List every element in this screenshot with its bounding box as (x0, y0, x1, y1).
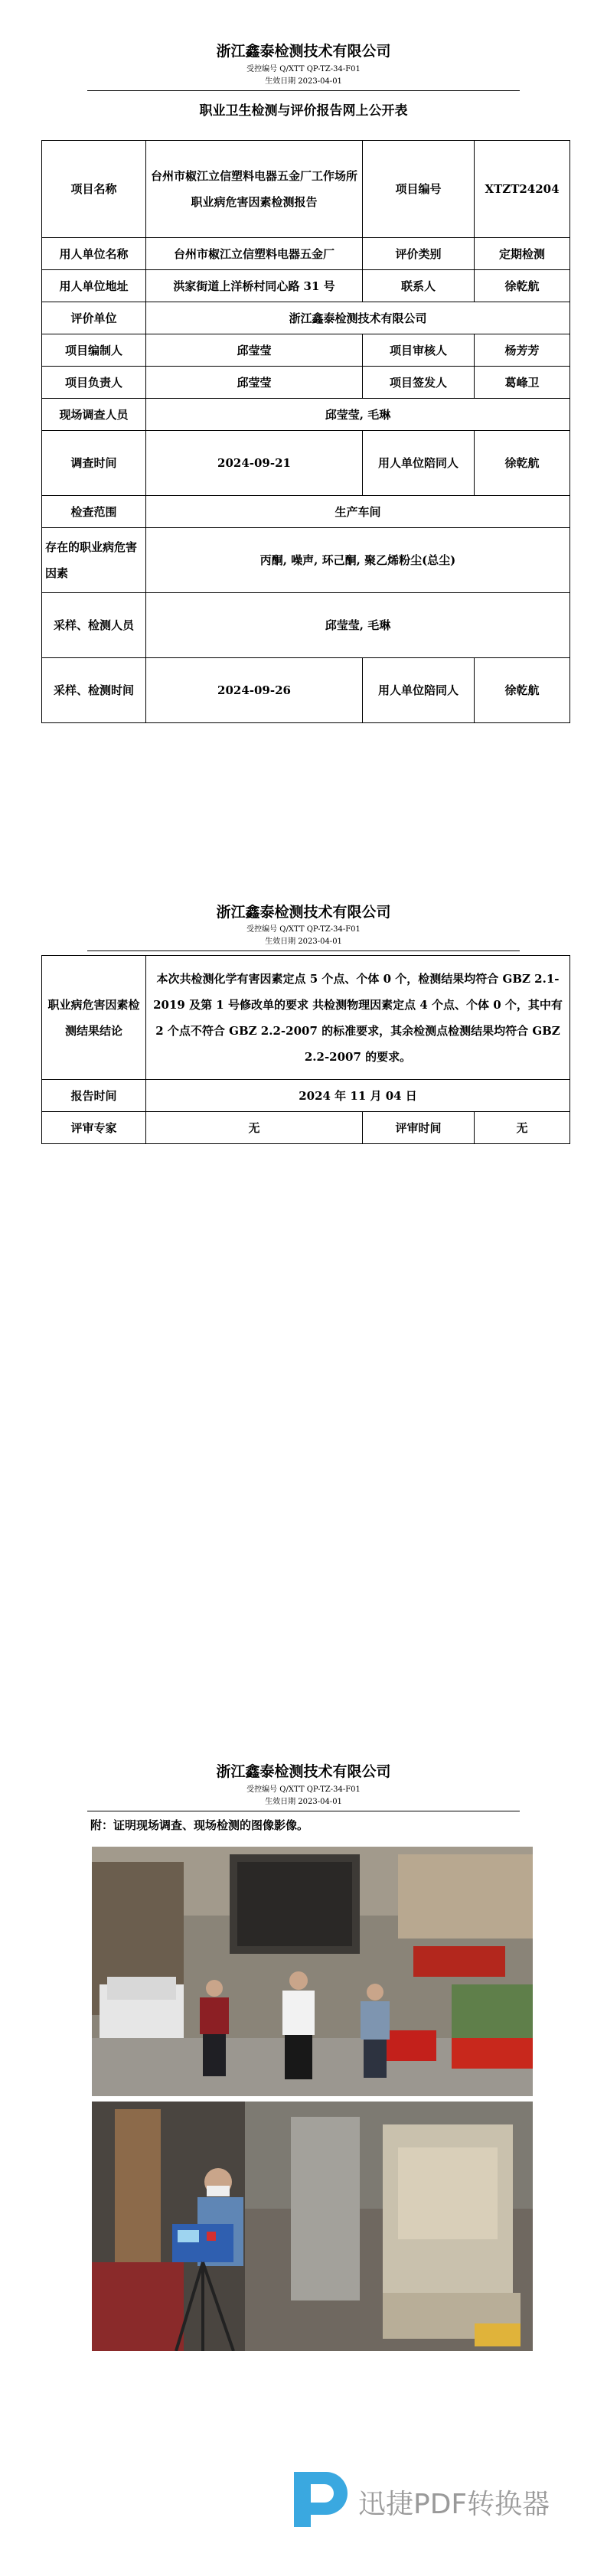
issuer-label: 项目签发人 (363, 367, 475, 399)
converter-watermark (289, 2466, 565, 2532)
scope-value: 生产车间 (146, 496, 570, 528)
accompany2-value: 徐乾航 (475, 658, 570, 723)
sample-time-label: 采样、检测时间 (42, 658, 146, 723)
sampler-label: 采样、检测人员 (42, 593, 146, 658)
sample-time-value: 2024-09-26 (146, 658, 363, 723)
accompany-value: 徐乾航 (475, 431, 570, 496)
surveyor-value: 邱莹莹, 毛琳 (146, 399, 570, 431)
attachment-note: 附：证明现场调查、现场检测的图像影像。 (90, 1818, 309, 1832)
contact-value: 徐乾航 (475, 270, 570, 302)
conclusion-table (41, 955, 570, 1144)
info-table (41, 140, 570, 723)
effective-date: 生效日期 2023-04-01 (265, 937, 342, 946)
report-time-value: 2024 年 11 月 04 日 (146, 1080, 570, 1112)
sampler-value: 邱莹莹, 毛琳 (146, 593, 570, 658)
control-number: 受控编号 Q/XTT QP-TZ-34-F01 (246, 1785, 361, 1794)
company-name: 浙江鑫泰检测技术有限公司 (216, 43, 391, 60)
accompany-label: 用人单位陪同人 (363, 431, 475, 496)
eval-type-label: 评价类别 (363, 238, 475, 270)
control-number: 受控编号 Q/XTT QP-TZ-34-F01 (246, 65, 361, 73)
eval-type-value: 定期检测 (475, 238, 570, 270)
conclusion-value: 本次共检测化学有害因素定点 5 个点、个体 0 个，检测结果均符合 GBZ 2.1-2019 及第 1 号修改单的要求 共检测物理因素定点 4 个点、个体 0 个，其中有 2 个点不符合 GBZ 2.2-2007 的标准要求，其余检测点检测结果均符合 GBZ 2.2-2007 的要求。 (146, 956, 570, 1080)
page-title: 职业卫生检测与评价报告网上公开表 (199, 103, 408, 119)
survey-time-label: 调查时间 (42, 431, 146, 496)
effective-date: 生效日期 2023-04-01 (265, 77, 342, 86)
site-survey-photo (92, 1847, 533, 2096)
project-name-label: 项目名称 (42, 141, 146, 238)
compiler-label: 项目编制人 (42, 334, 146, 367)
reviewer-label: 项目审核人 (363, 334, 475, 367)
project-name-value: 台州市椒江立信塑料电器五金厂工作场所职业病危害因素检测报告 (146, 141, 363, 238)
accompany2-label: 用人单位陪同人 (363, 658, 475, 723)
issuer-value: 葛峰卫 (475, 367, 570, 399)
leader-label: 项目负责人 (42, 367, 146, 399)
eval-unit-value: 浙江鑫泰检测技术有限公司 (146, 302, 570, 334)
pdf-converter-logo-icon (289, 2467, 351, 2530)
company-name: 浙江鑫泰检测技术有限公司 (216, 1763, 391, 1780)
employer-address-label: 用人单位地址 (42, 270, 146, 302)
compiler-value: 邱莹莹 (146, 334, 363, 367)
project-no-value: XTZT24204 (475, 141, 570, 238)
hazard-label: 存在的职业病危害因素 (42, 528, 146, 593)
leader-value: 邱莹莹 (146, 367, 363, 399)
expert-value: 无 (146, 1112, 363, 1144)
hazard-value: 丙酮, 噪声, 环己酮, 聚乙烯粉尘(总尘) (146, 528, 570, 593)
review-time-label: 评审时间 (363, 1112, 475, 1144)
header-divider (87, 90, 520, 91)
watermark-text: 迅捷PDF转换器 (358, 2489, 550, 2520)
scope-label: 检查范围 (42, 496, 146, 528)
report-time-label: 报告时间 (42, 1080, 146, 1112)
employer-name-label: 用人单位名称 (42, 238, 146, 270)
contact-label: 联系人 (363, 270, 475, 302)
review-time-value: 无 (475, 1112, 570, 1144)
site-survey-photo-image (92, 1847, 533, 2096)
surveyor-label: 现场调查人员 (42, 399, 146, 431)
project-no-label: 项目编号 (363, 141, 475, 238)
conclusion-label: 职业病危害因素检测结果结论 (42, 956, 146, 1080)
employer-address-value: 洪家街道上洋桥村同心路 31 号 (146, 270, 363, 302)
site-detection-photo-image (92, 2102, 533, 2351)
employer-name-value: 台州市椒江立信塑料电器五金厂 (146, 238, 363, 270)
reviewer-value: 杨芳芳 (475, 334, 570, 367)
effective-date: 生效日期 2023-04-01 (265, 1798, 342, 1806)
eval-unit-label: 评价单位 (42, 302, 146, 334)
company-name: 浙江鑫泰检测技术有限公司 (216, 904, 391, 921)
expert-label: 评审专家 (42, 1112, 146, 1144)
site-detection-photo (92, 2102, 533, 2351)
control-number: 受控编号 Q/XTT QP-TZ-34-F01 (246, 925, 361, 934)
survey-time-value: 2024-09-21 (146, 431, 363, 496)
